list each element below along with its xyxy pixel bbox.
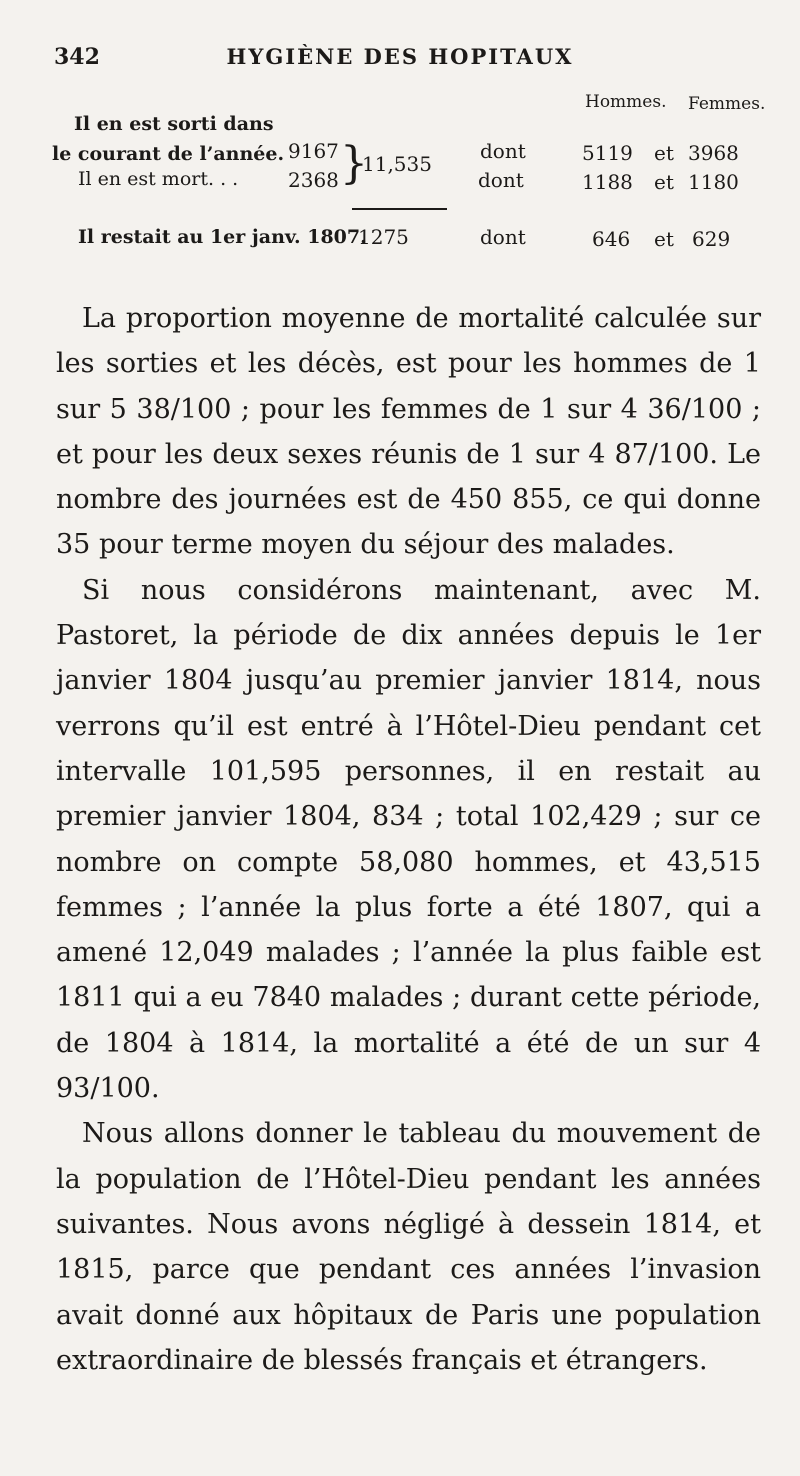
row1-et: et [654, 141, 674, 165]
row1-men: 5119 [582, 141, 633, 165]
row3-men: 646 [592, 227, 631, 251]
row3-label: Il restait au 1er janv. 1807. [78, 226, 367, 248]
row1-label-line2: le courant de l’année. [52, 143, 285, 165]
paragraph-population-table-intro: Nous allons donner le tableau du mouvement de la population de l’Hôtel-Dieu pendant les années suivantes. Nous avons négligé à dessein 1814, et 1815, parce que pendant ces années l’invasion avait donné aux hôpitaux de Paris une population extraordinaire de blessés français et étrangers. [56, 1118, 761, 1376]
mortality-table [0, 86, 800, 286]
row2-label: Il en est mort. . . [78, 168, 239, 190]
row2-men: 1188 [582, 170, 633, 194]
paragraph-ten-year-period: Si nous considérons maintenant, avec M. Pastoret, la période de dix années depuis le 1er janvier 1804 jusqu’au premier janvier 1814, nous verrons qu’il est entré à l’Hôtel-Dieu pendant cet intervalle 101,595 personnes, il en restait au premier janvier 1804, 834 ; total 102,429 ; sur ce nombre on compte 58,080 hommes, et 43,515 femmes ; l’année la plus forte a été 1807, qui a amené 12,049 malades ; l’année la plus faible est 1811 qui a eu 7840 malades ; durant cette période, de 1804 à 1814, la mortalité a été de un sur 4 93/100. [56, 574, 761, 1105]
body-text [56, 296, 761, 1383]
row3-dont: dont [480, 225, 526, 249]
page-header [0, 44, 800, 84]
column-header-men: Hommes. [585, 92, 667, 112]
row3-value: 1275 [358, 225, 409, 249]
row1-dont: dont [480, 139, 526, 163]
row2-women: 1180 [688, 170, 739, 194]
row3-et: et [654, 227, 674, 251]
row2-et: et [654, 170, 674, 194]
row1-label-line1: Il en est sorti dans [74, 113, 274, 135]
running-title: HYGIÈNE DES HOPITAUX [226, 44, 574, 69]
paragraph-mortality-proportion: La proportion moyenne de mortalité calculée sur les sorties et les décès, est pour les hommes de 1 sur 5 38/100 ; pour les femmes de 1 sur 4 36/100 ; et pour les deux sexes réunis de 1 sur 4 87/100. Le nombre des journées est de 450 855, ce qui donne 35 pour terme moyen du séjour des malades. [56, 303, 761, 561]
sum-rule [352, 208, 447, 210]
row1-women: 3968 [688, 141, 739, 165]
column-header-women: Femmes. [688, 94, 766, 114]
page-number: 342 [54, 44, 100, 70]
brace: } [340, 138, 368, 189]
row2-dont: dont [478, 168, 524, 192]
row2-value: 2368 [288, 168, 339, 192]
sum-value: 11,535 [362, 152, 432, 176]
row3-women: 629 [692, 227, 731, 251]
row1-value: 9167 [288, 139, 339, 163]
